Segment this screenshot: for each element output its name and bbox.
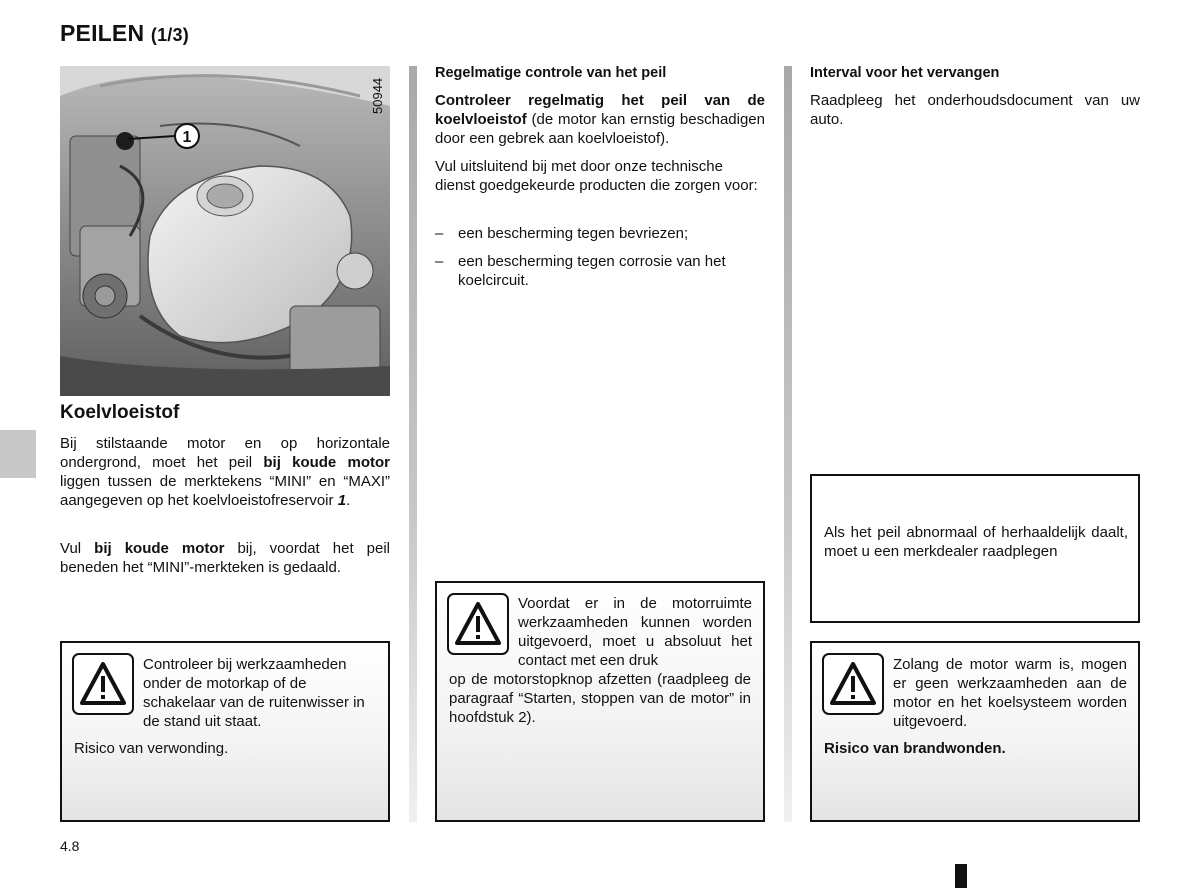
page-title bbox=[60, 20, 189, 47]
section-heading-interval: Interval voor het vervangen bbox=[810, 65, 1000, 81]
section-heading-coolant: Koelvloeistof bbox=[60, 402, 180, 423]
note-level-drop-text: Als het peil abnormaal of herhaaldelijk daalt, moet u een merkdealer raadplegen bbox=[824, 524, 1128, 560]
warning-engine-stop-text-bottom: op de motorstopknop afzetten (raadpleeg de paragraaf “Starten, stoppen van de motor” in hoofdstuk 2). bbox=[449, 671, 751, 726]
page-number: 4.8 bbox=[60, 838, 80, 854]
page-title-text: PEILEN bbox=[60, 20, 145, 46]
callout-label: 1 bbox=[182, 129, 192, 146]
column-separator-2 bbox=[784, 66, 792, 822]
list-item: – een bescherming tegen corrosie van het koelcircuit. bbox=[435, 253, 726, 289]
warning-triangle-icon bbox=[447, 593, 509, 655]
footer-marker bbox=[955, 864, 967, 888]
middle-paragraph-1: Controleer regelmatig het peil van de koelvloeistof (de motor kan ernstig beschadigen door een gebrek aan koelvloeistof). bbox=[435, 92, 765, 147]
column-separator-1 bbox=[409, 66, 417, 822]
page-title-suffix: (1/3) bbox=[150, 25, 189, 45]
warning-triangle-icon bbox=[72, 653, 134, 715]
figure-reference-number: 50944 bbox=[370, 77, 385, 114]
warning-wiper-text: Controleer bij werkzaamheden onder de motorkap of de schakelaar van de ruitenwisser in de stand uit staat. bbox=[143, 656, 365, 730]
figure-reference bbox=[368, 74, 388, 114]
warning-box-hot-engine bbox=[810, 641, 1140, 822]
left-paragraph-1: Bij stilstaande motor en op horizontale ondergrond, moet het peil bij koude motor liggen tussen de merktekens “MINI” en “MAXI” aangegeven op het koelvloeistofreservoir 1. bbox=[60, 435, 390, 509]
right-paragraph-1: Raadpleeg het onderhoudsdocument van uw auto. bbox=[810, 92, 1140, 128]
left-paragraph-2: Vul bij koude motor bij, voordat het peil beneden het “MINI”-merkteken is gedaald. bbox=[60, 540, 390, 576]
warning-wiper-note: Risico van verwonding. bbox=[74, 740, 229, 757]
warning-triangle-icon bbox=[822, 653, 884, 715]
chapter-tab bbox=[0, 430, 36, 478]
middle-paragraph-2: Vul uitsluitend bij met door onze technische dienst goedgekeurde producten die zorgen voor: bbox=[435, 158, 758, 194]
engine-bay-figure bbox=[60, 66, 390, 396]
list-item: – een bescherming tegen bevriezen; bbox=[435, 225, 689, 242]
warning-hot-engine-note: Risico van brandwonden. bbox=[824, 740, 1006, 757]
warning-box-engine-stop bbox=[435, 581, 765, 822]
section-heading-check: Regelmatige controle van het peil bbox=[435, 65, 667, 81]
warning-engine-stop-text-top: Voordat er in de motorruimte werkzaamheden kunnen worden uitgevoerd, moet u absoluut het contact met een druk bbox=[518, 595, 752, 669]
warning-hot-engine-text: Zolang de motor warm is, mogen er geen werkzaamheden aan de motor en het koelsysteem worden uitgevoerd. bbox=[893, 656, 1127, 730]
engine-bay-illustration bbox=[60, 66, 390, 396]
note-box-level-drop bbox=[810, 474, 1140, 623]
warning-box-wiper bbox=[60, 641, 390, 822]
